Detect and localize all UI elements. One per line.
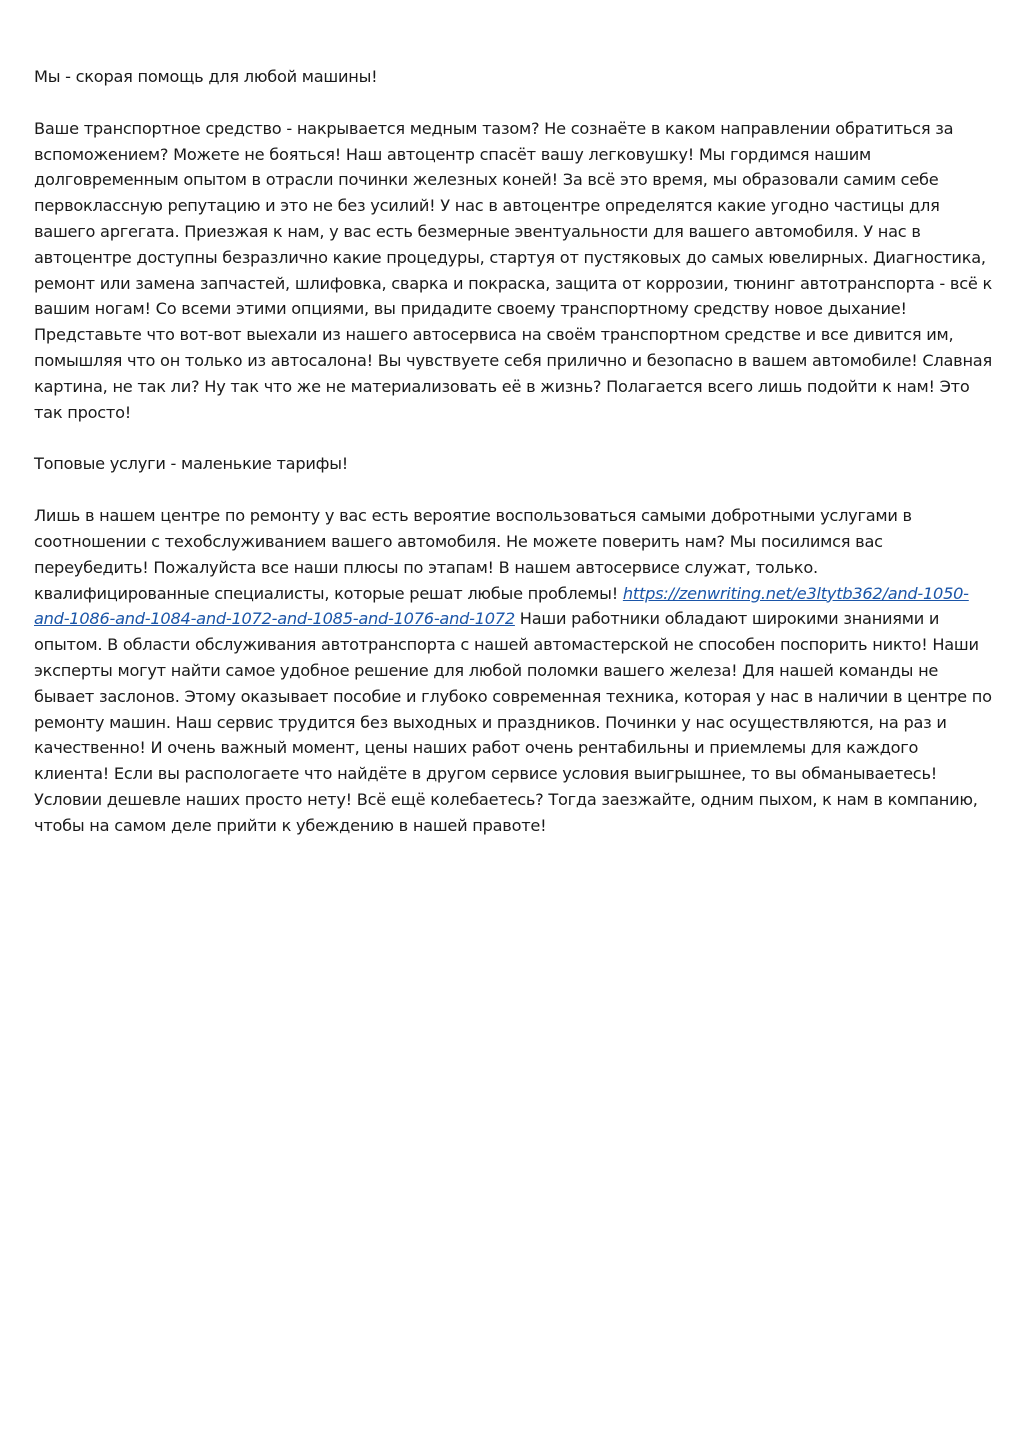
heading-emergency-help: Мы - скорая помощь для любой машины! bbox=[34, 67, 378, 86]
document-body bbox=[34, 64, 992, 865]
heading-top-services: Топовые услуги - маленькие тарифы! bbox=[34, 454, 348, 474]
paragraph-services bbox=[34, 503, 992, 838]
paragraph-services-text-end: Наши работники обладают широкими знаниями и опытом. В области обслуживания автотранспорта с нашей автомастерской не способен поспорить никто! Наши эксперты могут найти самое удобное решение для любой поломки вашего железа! Для нашей команды не бывает заслонов. Этому оказывает пособие и глубоко современная техника, которая у нас в наличии в центре по ремонту машин. Наш сервис трудится без выходных и праздников. Починки у нас осуществляются, на раз и качественно! И очень важный момент, цены наших работ очень рентабильны и приемлемы для каждого клиента! Если вы распологаете что найдёте в другом сервисе условия выигрышнее, то вы обманываетесь! Условии дешевле наших просто нету! Всё ещё колебаетесь? Тогда заезжайте, одним пыхом, к нам в компанию, чтобы на самом деле прийти к убеждению в нашей правоте! bbox=[34, 609, 992, 835]
paragraph-intro: Ваше транспортное средство - накрывается медным тазом? Не сознаёте в каком направлении обратиться за вспоможением? Можете не бояться! Наш автоцентр спасёт вашу легковушку! Мы гордимся нашим долговременным опытом в отрасли починки железных коней! За всё это время, мы образовали самим себе первоклассную репутацию и это не без усилий! У нас в автоцентре определятся какие угодно частицы для вашего аргегата. Приезжая к нам, у вас есть безмерные эвентуальности для вашего автомобиля. У нас в автоцентре доступны безразлично какие процедуры, стартуя от пустяковых до самых ювелирных. Диагностика, ремонт или замена запчастей, шлифовка, сварка и покраска, защита от коррозии, тюнинг автотранспорта - всё к вашим ногам! Со всеми этими опциями, вы придадите своему транспортному средству новое дыхание! Представьте что вот-вот выехали из нашего автосервиса на своём транспортном средстве и все дивится им, помышляя что он только из автосалона! Вы чувствуете себя прилично и безопасно в вашем автомобиле! Славная картина, не так ли? Ну так что же не материализовать её в жизнь? Полагается всего лишь подойти к нам! Это так просто! bbox=[34, 118, 992, 422]
zenwriting-link[interactable]: https://zenwriting.net/e3ltytb362/and-1050-and-1086-and-1084-and-1072-and-1085-and-1076-and-1072 bbox=[34, 583, 969, 629]
paragraph-services-text-start: Лишь в нашем центре по ремонту у вас есть вероятие воспользоваться самыми добротными услугами в соотношении с техобслуживанием вашего автомобиля. Не можете поверить нам? Мы посилимся вас переубедить! Пожалуйста все наши плюсы по этапам! В нашем автосервисе служат, только. квалифицированные специалисты, которые решат любые проблемы! bbox=[34, 506, 912, 603]
